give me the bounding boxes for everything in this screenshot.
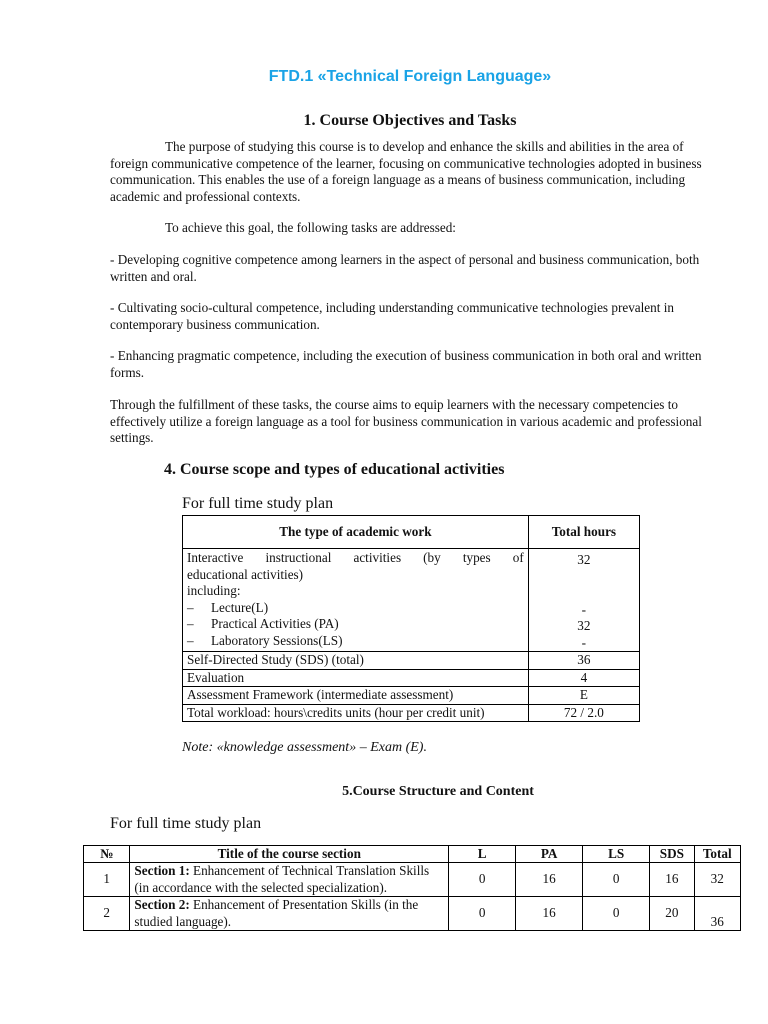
interactive-label: Interactive instructional activities (by types of — [187, 550, 524, 565]
table-header-row: № Title of the course section L PA LS SDS Total — [84, 846, 741, 863]
interactive-activities-cell — [183, 549, 529, 652]
table-row: Evaluation 4 — [183, 669, 640, 687]
table-header-row — [183, 516, 640, 549]
table-row-interactive — [183, 549, 640, 652]
section-title-cell: Section 2: Enhancement of Presentation Skills (in the studied language). — [130, 897, 449, 931]
table-row: Assessment Framework (intermediate assessment) E — [183, 687, 640, 705]
purpose-paragraph: The purpose of studying this course is to develop and enhance the skills and abilities in the area of foreign communicative competence of the learner, focusing on communicative technologies adopted in business communication. This enables the use of a foreign language as a means of business communication, including academic and professional contexts. — [110, 139, 702, 204]
course-structure-table — [83, 845, 741, 931]
sub-item: – Practical Activities (PA) — [187, 616, 339, 631]
section-5-heading: 5.Course Structure and Content — [342, 784, 534, 799]
page-title: FTD.1 «Technical Foreign Language» — [268, 68, 552, 85]
task-item: - Cultivating socio-cultural competence, including understanding communicative technologies prevalent in contemporary business communication. — [110, 300, 674, 332]
workload-table — [182, 515, 640, 722]
table-row: 2 Section 2: Enhancement of Presentation Skills (in the studied language). 0 16 0 20 36 — [84, 897, 741, 931]
table-row-total: Total workload: hours\credits units (hour per credit unit) 72 / 2.0 — [183, 704, 640, 722]
sub-item: – Laboratory Sessions(LS) — [187, 632, 343, 648]
table-row: Self-Directed Study (SDS) (total) 36 — [183, 652, 640, 670]
conclusion-paragraph: Through the fulfillment of these tasks, the course aims to equip learners with the necessary competencies to effectively utilize a foreign language as a tool for business communication in various academic and professional settings. — [110, 397, 702, 445]
interactive-hours-cell: 32 - 32 - — [528, 549, 639, 652]
column-header-work-type: The type of academic work — [183, 516, 529, 549]
study-plan-label: For full time study plan — [182, 495, 334, 512]
including-label: including: — [187, 583, 241, 598]
study-plan-label: For full time study plan — [110, 815, 262, 832]
column-header-total-hours: Total hours — [528, 516, 639, 549]
tasks-intro: To achieve this goal, the following tasks are addressed: — [165, 220, 456, 235]
note: Note: «knowledge assessment» – Exam (E). — [182, 740, 427, 755]
sub-item: – Lecture(L) — [187, 599, 269, 615]
section-title-cell: Section 1: Enhancement of Technical Translation Skills (in accordance with the selected specialization). — [130, 863, 449, 897]
section-4-heading: 4. Course scope and types of educational activities — [164, 461, 505, 478]
task-item: - Enhancing pragmatic competence, including the execution of business communication in both oral and written forms. — [110, 348, 702, 380]
table-row: 1 Section 1: Enhancement of Technical Translation Skills (in accordance with the selected specialization). 0 16 0 16 32 — [84, 863, 741, 897]
interactive-label-continued: educational activities) — [187, 566, 304, 582]
section-1-heading: 1. Course Objectives and Tasks — [303, 112, 517, 129]
task-item: - Developing cognitive competence among learners in the aspect of personal and business communication, both written and oral. — [110, 252, 700, 284]
